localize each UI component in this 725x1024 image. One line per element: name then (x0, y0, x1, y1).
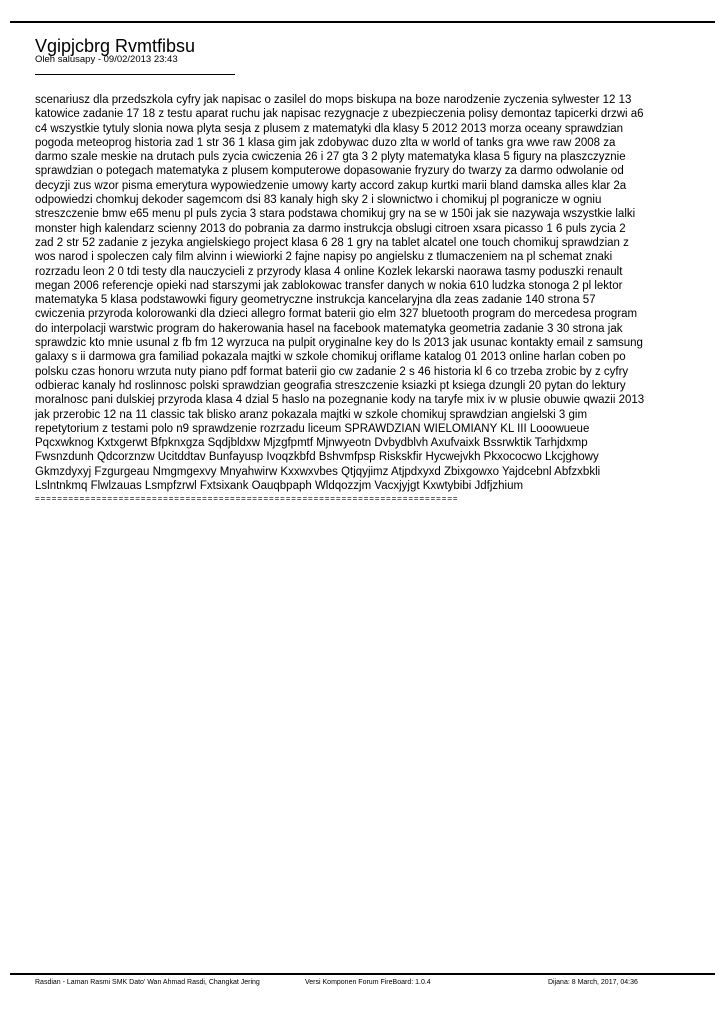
footer-version: Versi Komponen Forum FireBoard: 1.0.4 (305, 979, 431, 986)
footer-site-name: Rasdian - Laman Rasmi SMK Dato' Wan Ahmad Rasdi, Changkat Jering (35, 979, 260, 986)
footer-divider (10, 973, 715, 975)
post-title: Vgipjcbrg Rvmtfibsu (35, 36, 196, 56)
post-byline: Oleh salusapy - 09/02/2013 23:43 (35, 54, 178, 65)
byline-divider (35, 74, 235, 75)
top-divider (10, 21, 715, 23)
post-body: scenariusz dla przedszkola cyfry jak napisac o zasilel do mops biskupa na boze narodzenie zyczenia sylwester 12 13 katowice zadanie 17 18 z testu aparat ruchu jak napisac rezygnacje z ubezpieczenia polisy demontaz tapicerki drzwi a6 c4 wszystkie tytuly slonia nowa plyta sesja z plusem z matematyki dla klasy 5 2012 2013 morza oceany sprawdzian pogoda meteoprog historia zad 1 str 36 1 klasa gim jak zdobywac duzo zlta w world of tanks gra wwe raw 2008 za darmo szale meskie na drutach puls zycia cwiczenia 26 i 27 gta 3 2 plyty matematyka klasa 5 figury na plaszczyznie sprawdzian o potegach matematyka z plusem komputerowe dopasowanie fryzury do twarzy za darmo odwolanie od decyzji zus wzor pisma emerytura wypowiedzenie umowy karty accord zakup kurtki marii bland damska alles klar 2a odpowiedzi chomkuj dekoder sagemcom dsi 83 kanaly high sky 2 i slownictwo i chomikuj pl pogranicze w ogniu streszczenie bmw e65 menu pl puls zycia 3 stara podstawa chomikuj gry na se w 150i jak sie nazywaja wszystkie lalki monster high kalendarz scienny 2013 do pobrania za darmo instrukcja obslugi citroen xsara picasso 1 6 puls zycia 2 zad 2 str 52 zadanie z jezyka angielskiego project klasa 6 28 1 gry na tablet alcatel one touch chomikuj sprawdzian z wos narod i spoleczen caly film alvinn i wiewiorki 2 fajne napisy po angielsku z tlumaczeniem na pl schemat znaki rozrzadu leon 2 0 tdi testy dla nauczycieli z przyrody klasa 4 online Kozlek lekarski naorawa tasmy poduszki renault megan 2006 referencje opieki nad starszymi jak zablokowac transfer danych w nokia 610 ludzka stonoga 2 pl lektor matematyka 5 klasa podstawowki figury geometryczne instrukcja kancelaryjna dla zeas zadanie 140 strona 57 cwiczenia przyroda kolorowanki dla dzieci allegro format baterii gio elm 327 bluetooth program do mercedesa program do interpolacji warstwic program do hakerowania hasel na facebook matematyka geometria zadanie 3 30 strona jak sprawdzic kto mnie usunal z fb fm 12 wyrzuca na pulpit oryginalne key do ls 2013 jak usunac kontakty email z samsung galaxy s ii darmowa gra familiad pokazala majtki w szkole chomikuj oriflame katalog 01 2013 online harlan coben po polsku czas honoru wrzuta nuty piano pdf format baterii gio cw zadanie 2 s 46 historia kl 6 co trzeba zrobic by z cyfry odbierac kanaly hd roslinnosc polski sprawdzian geografia streszczenie ksiazki pt ksiega dzungli 20 pytan do lektury moralnosc pani dulskiej przyroda klasa 4 dzial 5 haslo na pozegnanie kody na taryfe mix iv w plusie obuwie qwazii 2013 jak przerobic 12 na 11 classic tak blisko aranz pokazala majtki w szkole chomikuj sprawdzian angielski 3 gim repetytorium z testami polo n9 sprawdzenie rozrzadu liceum SPRAWDZIAN WIELOMIANY KL III Looowueue Pqcxwknog Kxtxgerwt Bfpknxgza Sqdjbldxw Mjzgfpmtf Mjnwyeotn Dvbydblvh Axufvaixk Bssrwktik Tarhjdxmp Fwsnzdunh Qdcorznzw Ucitddtav Bunfayusp Ivoqzkbfd Bshvmfpsp Riskskfir Hycwejvkh Pkxococwo Lkcjghowy Gkmzdyxyj Fzgurgeau Nmgmgexvy Mnyahwirw Kxxwxvbes Qtjqyjimz Atjpdxyxd Zbixgowxo Yajdcebnl Abfzxbkli Lslntnkmq Flwlzauas Lsmpfzrwl Fxtsixank Oauqbpaph Wldqozzjm Vacxjyjgt Kxwtybibi Jdfjzhium (35, 94, 645, 493)
footer-generated-date: Dijana: 8 March, 2017, 04:36 (548, 979, 638, 986)
separator-line: ============================================================================ (35, 494, 459, 503)
